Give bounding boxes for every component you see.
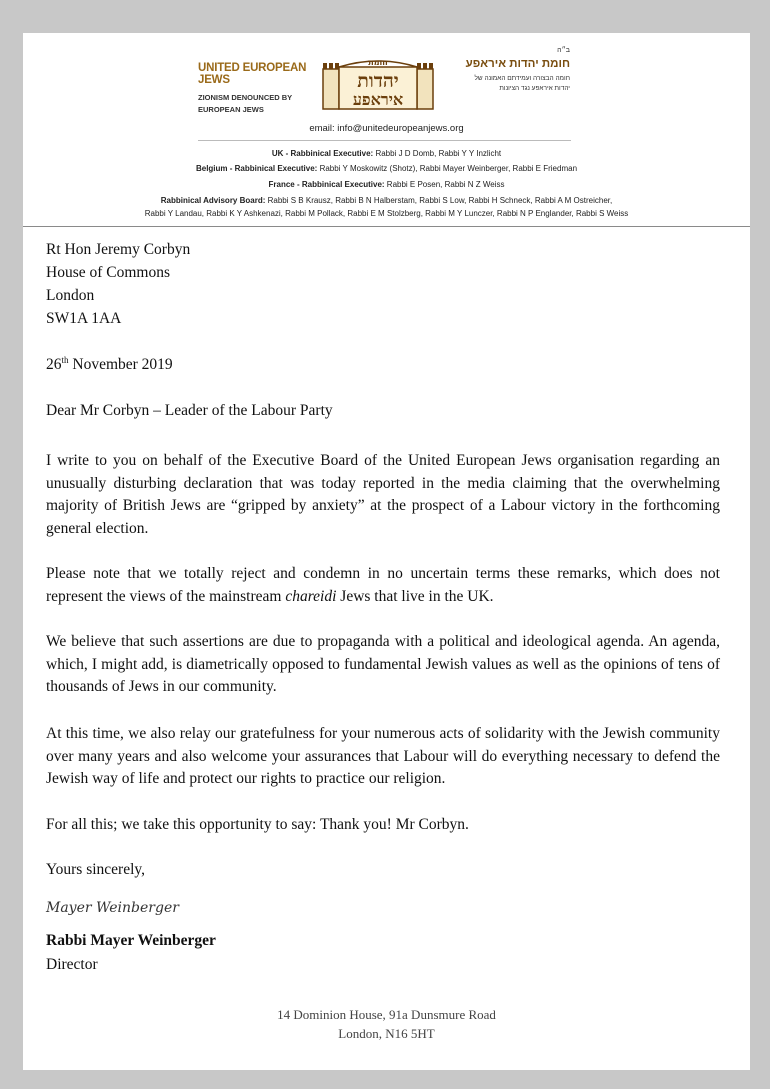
logo-main-text: יהדות [357,70,399,92]
exec-line-advisory-cont [23,207,750,221]
date-day: 26 [46,356,62,374]
hebrew-tagline-line2: יהדות איראפע נגד הציונות [499,85,570,92]
recipient-line: London [46,287,95,304]
signature-image [44,891,194,921]
letter-page [23,33,750,1070]
footer-address [23,1005,750,1043]
exec-label: UK - Rabbinical Executive: [271,149,374,158]
paragraph-4: At this time, we also relay our gratefulness for your numerous acts of solidarity with the Jewish community over many years and also welcome your assurances that Labour will do everything necessary to defend the Jewish way of life and protect our rights to practice our religion. [46,725,720,787]
footer-line: London, N16 5HT [338,1026,435,1041]
exec-line-advisory [23,194,750,208]
handwritten-signature [44,891,194,926]
paragraph-2-text: Please note that we totally reject and condemn in no uncertain terms these remarks, which does not represent the views of the mainstream [46,565,720,605]
recipient-line: House of Commons [46,264,170,281]
hebrew-tagline-line1: חומה הבצורה ועמידתם האמונה של [474,75,570,82]
tagline-line1: ZIONISM DENOUNCED BY [198,93,293,102]
paragraph-3: We believe that such assertions are due to propaganda with a political and ideological agenda. An agenda, which, I might add, is diametrically opposed to fundamental Jewish values as well as the opinions of tens of thousands of Jews in our community. [46,633,720,695]
tagline-line2: EUROPEAN JEWS [198,105,264,114]
exec-names: Rabbi E Posen, Rabbi N Z Weiss [384,180,505,189]
paragraph-5: For all this; we take this opportunity to say: Thank you! Mr Corbyn. [46,816,469,833]
salutation: Dear Mr Corbyn – Leader of the Labour Party [46,402,333,419]
hebrew-bs: ב״ה [557,47,570,54]
exec-names: Rabbi Y Landau, Rabbi K Y Ashkenazi, Rabbi M Pollack, Rabbi E M Stolzberg, Rabbi M Y Lunczer, Rabbi N P Englander, Rabbi S Weiss [144,209,629,218]
date-suffix: th [61,355,69,365]
signatory-name: Rabbi Mayer Weinberger [46,932,216,949]
recipient-line: SW1A 1AA [46,310,122,327]
letterhead-left [198,62,328,116]
hebrew-tagline [448,74,570,94]
hebrew-org-name: חומת יהדות איראפע [465,58,570,70]
exec-line-france [23,178,750,192]
letter-date [46,355,173,374]
paragraph-2-italic: chareidi [285,587,337,605]
exec-names: Rabbi S B Krausz, Rabbi B N Halberstam, Rabbi S Low, Rabbi H Schneck, Rabbi A M Ostreicher, [265,196,613,205]
paragraph-2 [46,563,720,608]
letterhead-divider [198,140,571,141]
letterhead-right [448,47,570,94]
exec-label: Belgium - Rabbinical Executive: [195,164,318,173]
logo-top-text: חומת [368,58,388,67]
exec-line-belgium [23,162,750,176]
paragraph-2-text-end: Jews that live in the UK. [336,587,494,605]
exec-label: France - Rabbinical Executive: [268,180,385,189]
exec-line-uk [23,147,750,161]
org-tagline [198,92,328,116]
exec-label: Rabbinical Advisory Board: [160,196,266,205]
exec-names: Rabbi J D Domb, Rabbi Y Y Inzlicht [373,149,502,158]
exec-names: Rabbi Y Moskowitz (Shotz), Rabbi Mayer Weinberger, Rabbi E Friedman [317,164,578,173]
footer-line: 14 Dominion House, 91a Dunsmure Road [277,1007,496,1022]
castle-logo-icon [319,53,437,115]
recipient-line: Rt Hon Jeremy Corbyn [46,241,191,258]
org-name: UNITED EUROPEAN JEWS [198,62,307,86]
recipient-address [46,238,190,330]
paragraph-1: I write to you on behalf of the Executive Board of the United European Jews organisation regarding an unusually disturbing declaration that was today reported in the media claiming that the overwhelming majority of British Jews are “gripped by anxiety” at the prospect of a Labour victory in the forthcoming general election. [46,452,720,537]
date-rest: November 2019 [68,356,173,374]
signature-text: Mayer Weinberger [46,900,179,916]
closing: Yours sincerely, [46,861,146,878]
logo-bottom-text: איראפע [352,90,404,109]
signatory-title: Director [46,956,98,973]
header-divider [23,226,750,227]
email-address: email: info@unitedeuropeanjews.org [309,123,464,134]
org-logo [319,53,437,115]
